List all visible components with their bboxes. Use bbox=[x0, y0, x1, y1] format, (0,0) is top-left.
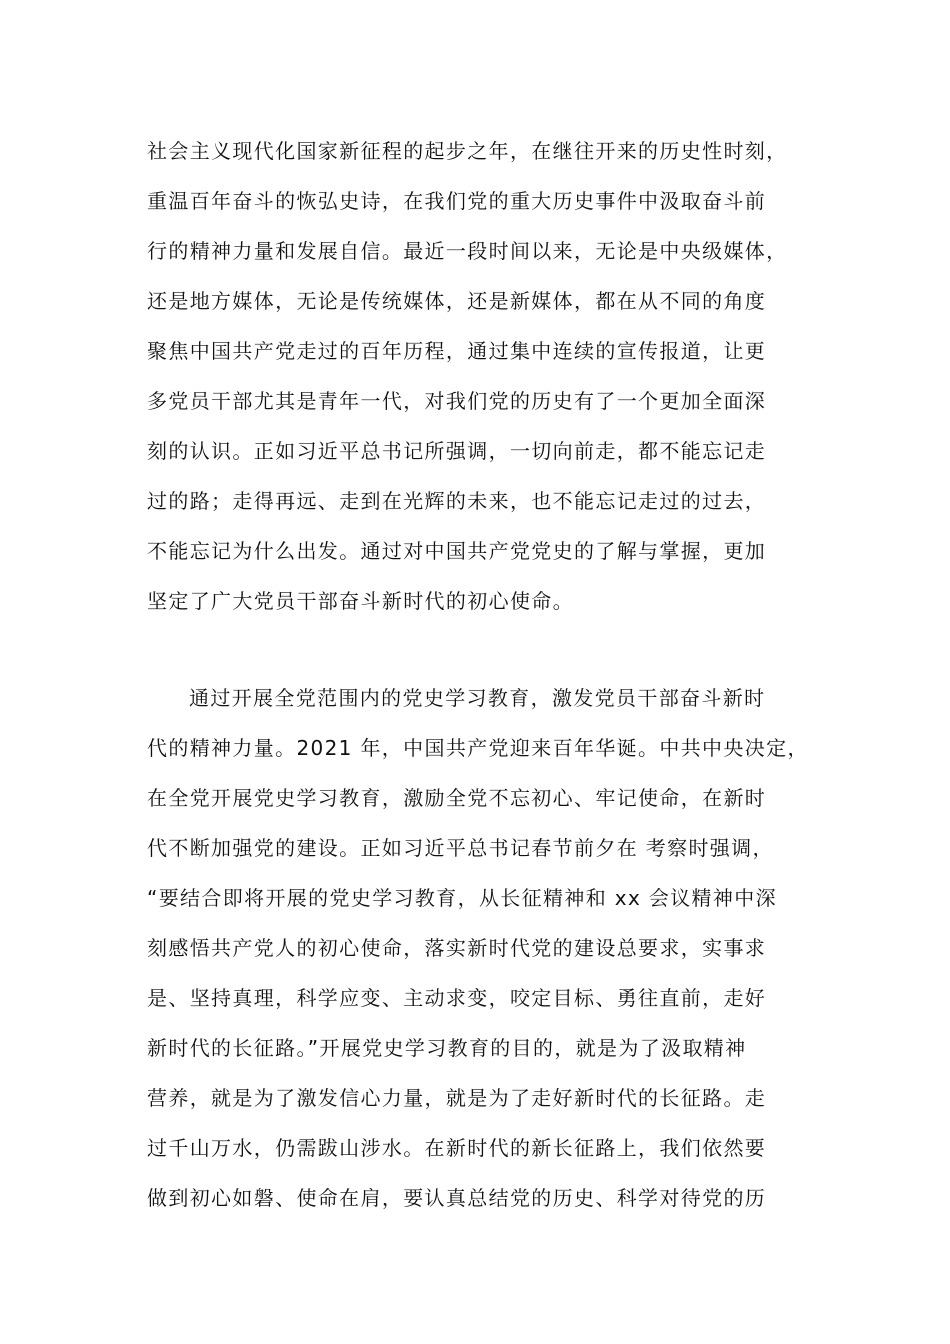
text-line: 在全党开展党史学习教育，激励全党不忘初心、牢记使命，在新时 bbox=[147, 786, 767, 810]
text-line: 营养，就是为了激发信心力量，就是为了走好新时代的长征路。走 bbox=[147, 1086, 767, 1110]
text-line: 刻感悟共产党人的初心使命，落实新时代党的建设总要求，实事求 bbox=[147, 936, 767, 960]
text-line: 过的路；走得再远、走到在光辉的未来，也不能忘记走过的过去， bbox=[147, 489, 767, 513]
text-line: 刻的认识。正如习近平总书记所强调，一切向前走，都不能忘记走 bbox=[147, 439, 767, 463]
text-line: 行的精神力量和发展自信。最近一段时间以来，无论是中央级媒体， bbox=[147, 239, 788, 263]
text-line: 做到初心如磐、使命在肩，要认真总结党的历史、科学对待党的历 bbox=[147, 1186, 767, 1210]
text-line: 是、坚持真理，科学应变、主动求变，咬定目标、勇往直前，走好 bbox=[147, 986, 767, 1010]
text-line: 重温百年奋斗的恢弘史诗，在我们党的重大历史事件中汲取奋斗前 bbox=[147, 189, 767, 213]
text-line: 聚焦中国共产党走过的百年历程，通过集中连续的宣传报道，让更 bbox=[147, 339, 767, 363]
text-line: 通过开展全党范围内的党史学习教育，激发党员干部奋斗新时 bbox=[189, 686, 766, 710]
text-line: 代不断加强党的建设。正如习近平总书记春节前夕在 考察时强调， bbox=[147, 836, 774, 860]
text-line: 多党员干部尤其是青年一代，对我们党的历史有了一个更加全面深 bbox=[147, 389, 767, 413]
text-line: 还是地方媒体，无论是传统媒体，还是新媒体，都在从不同的角度 bbox=[147, 289, 767, 313]
text-line: “要结合即将开展的党史学习教育，从长征精神和 xx 会议精神中深 bbox=[147, 886, 777, 910]
text-line: 坚定了广大党员干部奋斗新时代的初心使命。 bbox=[147, 589, 574, 613]
text-line: 不能忘记为什么出发。通过对中国共产党党史的了解与掌握，更加 bbox=[147, 539, 767, 563]
text-line: 代的精神力量。2021 年，中国共产党迎来百年华诞。中共中央决定， bbox=[147, 736, 809, 760]
text-line: 过千山万水，仍需跋山涉水。在新时代的新长征路上，我们依然要 bbox=[147, 1136, 767, 1160]
text-line: 新时代的长征路。”开展党史学习教育的目的，就是为了汲取精神 bbox=[147, 1036, 747, 1060]
text-line: 社会主义现代化国家新征程的起步之年，在继往开来的历史性时刻， bbox=[147, 139, 788, 163]
